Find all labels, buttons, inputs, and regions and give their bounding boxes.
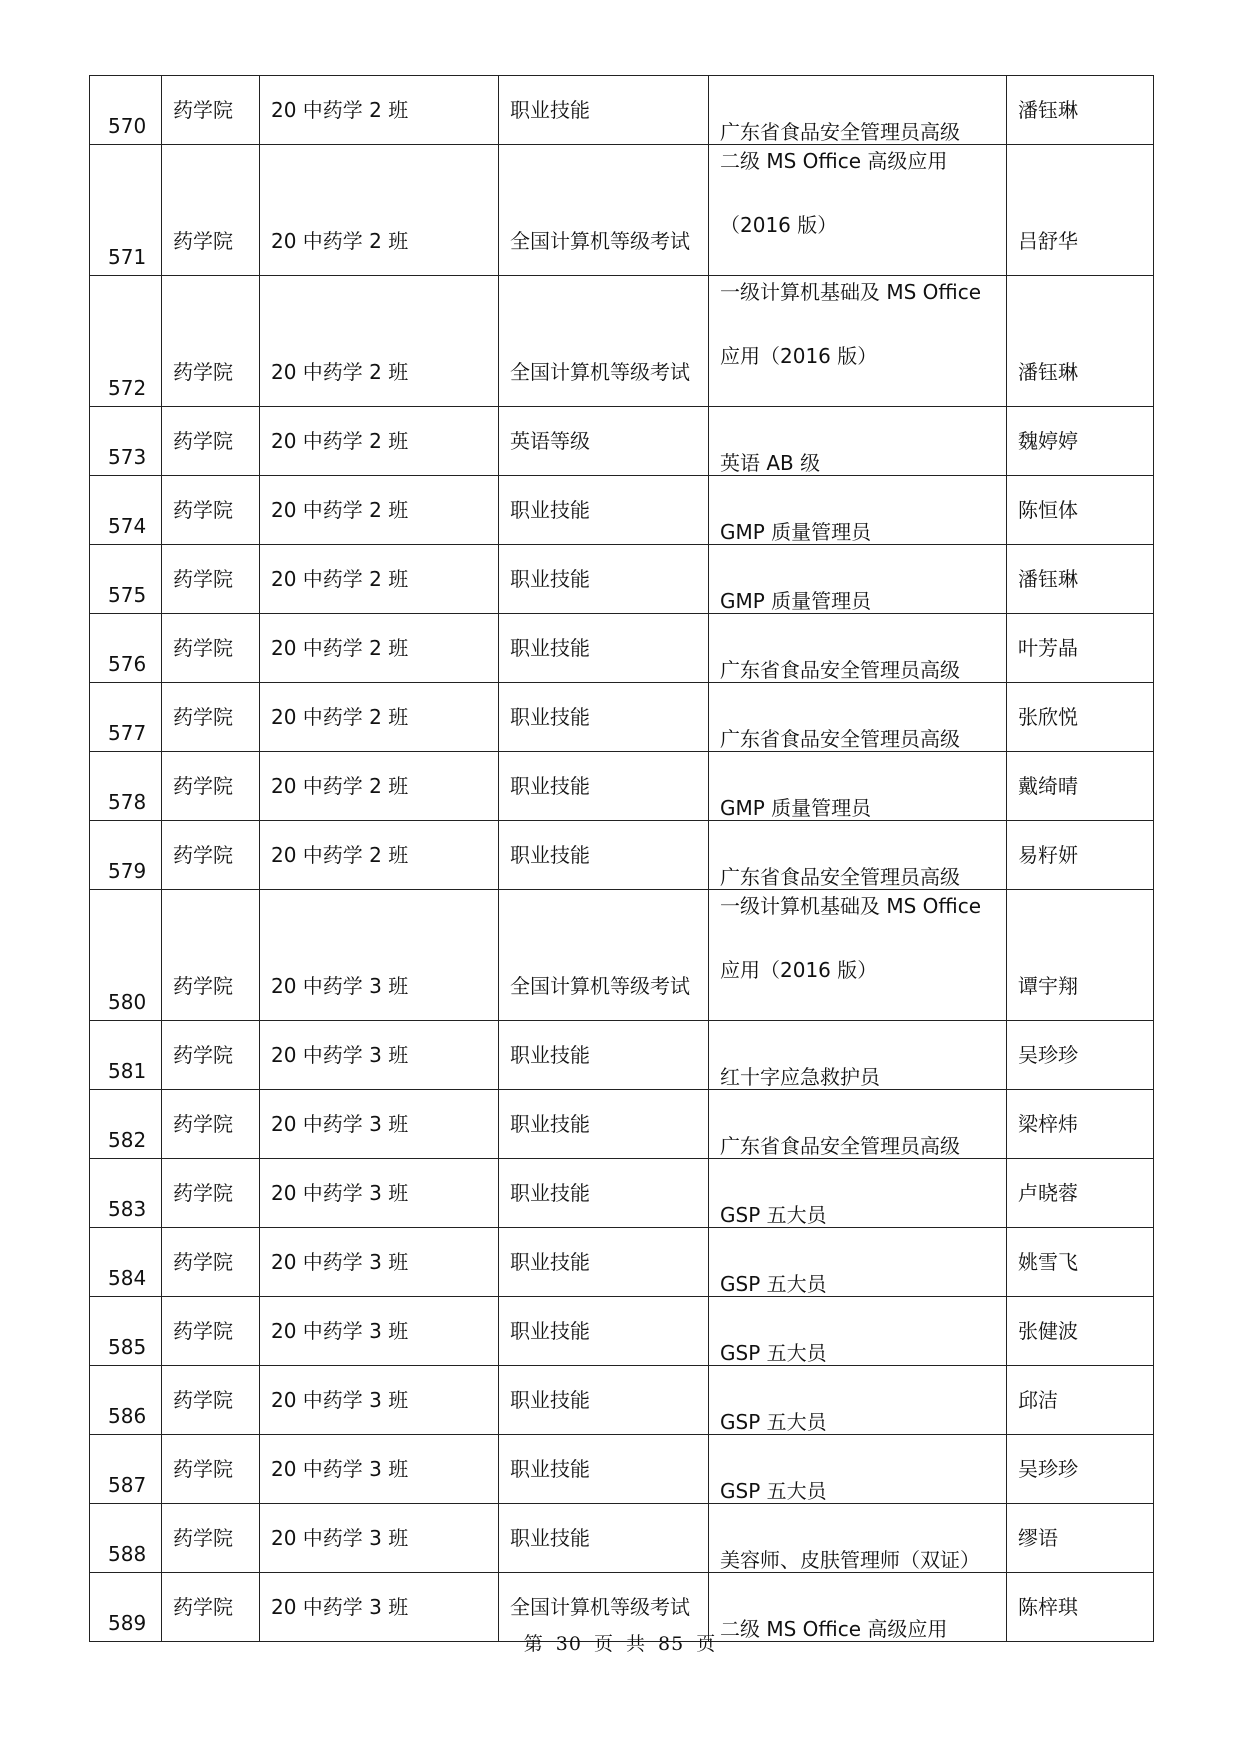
student-name-text: 张健波 xyxy=(1018,1319,1078,1343)
category-text: 职业技能 xyxy=(510,1043,590,1067)
certificate-text xyxy=(720,752,1006,820)
certificate-cell xyxy=(709,1366,1007,1435)
student-name-text: 陈梓琪 xyxy=(1018,1595,1078,1619)
class-text: 20 中药学 3 班 xyxy=(271,1388,409,1412)
certificate-line: GSP 五大员 xyxy=(720,1479,827,1503)
college-cell xyxy=(162,476,260,545)
table-row xyxy=(90,1090,1154,1159)
table-body xyxy=(90,76,1154,1642)
row-number-cell: 578 xyxy=(90,752,162,821)
certificate-cell xyxy=(709,1021,1007,1090)
row-number-cell: 583 xyxy=(90,1159,162,1228)
table-row xyxy=(90,1366,1154,1435)
certificate-line: 红十字应急救护员 xyxy=(720,1065,880,1089)
certificate-text xyxy=(720,407,1006,475)
table-row xyxy=(90,276,1154,407)
name-cell xyxy=(1007,752,1154,821)
certificate-line: GMP 质量管理员 xyxy=(720,520,872,544)
certificate-text xyxy=(720,1228,1006,1296)
table-row xyxy=(90,476,1154,545)
name-cell xyxy=(1007,545,1154,614)
student-name-text: 潘钰琳 xyxy=(1018,360,1078,384)
category-text: 英语等级 xyxy=(510,429,590,453)
category-cell xyxy=(499,890,709,1021)
certificate-cell xyxy=(709,76,1007,145)
certificate-line: 广东省食品安全管理员高级 xyxy=(720,120,960,144)
name-cell xyxy=(1007,76,1154,145)
class-text: 20 中药学 3 班 xyxy=(271,1319,409,1343)
certificate-line: 广东省食品安全管理员高级 xyxy=(720,727,960,751)
class-cell xyxy=(260,683,499,752)
name-cell xyxy=(1007,1366,1154,1435)
row-number-cell: 574 xyxy=(90,476,162,545)
student-name-text: 吴珍珍 xyxy=(1018,1043,1078,1067)
category-cell xyxy=(499,1366,709,1435)
name-cell xyxy=(1007,1021,1154,1090)
name-cell xyxy=(1007,683,1154,752)
certificate-text xyxy=(720,1090,1006,1158)
table-row xyxy=(90,1021,1154,1090)
certificate-text xyxy=(720,1297,1006,1365)
certificate-line: GSP 五大员 xyxy=(720,1203,827,1227)
student-name-text: 姚雪飞 xyxy=(1018,1250,1078,1274)
class-text: 20 中药学 3 班 xyxy=(271,1112,409,1136)
certificate-text xyxy=(720,476,1006,544)
category-cell xyxy=(499,1090,709,1159)
college-text: 药学院 xyxy=(173,636,233,660)
category-text: 职业技能 xyxy=(510,636,590,660)
certificate-cell xyxy=(709,276,1007,407)
category-text: 全国计算机等级考试 xyxy=(510,360,690,384)
class-text: 20 中药学 3 班 xyxy=(271,1250,409,1274)
certificate-line: 一级计算机基础及 MS Office xyxy=(720,280,982,304)
certificate-line: 应用（2016 版） xyxy=(720,958,878,982)
college-text: 药学院 xyxy=(173,1388,233,1412)
college-text: 药学院 xyxy=(173,1181,233,1205)
certificate-line: 一级计算机基础及 MS Office xyxy=(720,894,982,918)
class-cell xyxy=(260,276,499,407)
college-text: 药学院 xyxy=(173,429,233,453)
student-name-text: 吕舒华 xyxy=(1018,229,1078,253)
class-cell xyxy=(260,1366,499,1435)
certificate-cell xyxy=(709,683,1007,752)
table-row xyxy=(90,614,1154,683)
category-text: 职业技能 xyxy=(510,1457,590,1481)
class-text: 20 中药学 2 班 xyxy=(271,98,409,122)
name-cell xyxy=(1007,276,1154,407)
category-cell xyxy=(499,76,709,145)
certificate-cell xyxy=(709,545,1007,614)
certificate-text xyxy=(720,545,1006,613)
class-text: 20 中药学 2 班 xyxy=(271,774,409,798)
class-cell xyxy=(260,1504,499,1573)
certificate-line: GMP 质量管理员 xyxy=(720,796,872,820)
table-row xyxy=(90,76,1154,145)
row-number-cell: 570 xyxy=(90,76,162,145)
class-text: 20 中药学 3 班 xyxy=(271,1595,409,1619)
college-text: 药学院 xyxy=(173,1250,233,1274)
college-cell xyxy=(162,76,260,145)
college-cell xyxy=(162,545,260,614)
category-text: 职业技能 xyxy=(510,98,590,122)
certificate-text xyxy=(720,276,1006,369)
row-number-cell: 588 xyxy=(90,1504,162,1573)
certificate-line: 应用（2016 版） xyxy=(720,344,878,368)
certificate-table xyxy=(89,75,1154,1642)
certificate-line: 二级 MS Office 高级应用 xyxy=(720,149,948,173)
class-text: 20 中药学 3 班 xyxy=(271,974,409,998)
college-text: 药学院 xyxy=(173,1043,233,1067)
class-cell xyxy=(260,821,499,890)
student-name-text: 戴绮晴 xyxy=(1018,774,1078,798)
row-number-cell: 580 xyxy=(90,890,162,1021)
row-number-cell: 581 xyxy=(90,1021,162,1090)
category-cell xyxy=(499,683,709,752)
college-text: 药学院 xyxy=(173,498,233,522)
college-text: 药学院 xyxy=(173,1319,233,1343)
category-cell xyxy=(499,545,709,614)
row-number-cell: 584 xyxy=(90,1228,162,1297)
college-text: 药学院 xyxy=(173,360,233,384)
certificate-line: GSP 五大员 xyxy=(720,1341,827,1365)
student-name-text: 叶芳晶 xyxy=(1018,636,1078,660)
class-text: 20 中药学 3 班 xyxy=(271,1457,409,1481)
table-row xyxy=(90,145,1154,276)
college-text: 药学院 xyxy=(173,1595,233,1619)
student-name-text: 陈恒体 xyxy=(1018,498,1078,522)
category-text: 职业技能 xyxy=(510,843,590,867)
class-cell xyxy=(260,545,499,614)
name-cell xyxy=(1007,145,1154,276)
certificate-text xyxy=(720,1159,1006,1227)
class-text: 20 中药学 2 班 xyxy=(271,843,409,867)
category-cell xyxy=(499,407,709,476)
certificate-text xyxy=(720,614,1006,682)
certificate-text xyxy=(720,890,1006,983)
student-name-text: 谭宇翔 xyxy=(1018,974,1078,998)
student-name-text: 张欣悦 xyxy=(1018,705,1078,729)
college-cell xyxy=(162,1435,260,1504)
class-cell xyxy=(260,1021,499,1090)
college-text: 药学院 xyxy=(173,974,233,998)
row-number-cell: 576 xyxy=(90,614,162,683)
certificate-cell xyxy=(709,1435,1007,1504)
class-text: 20 中药学 2 班 xyxy=(271,567,409,591)
table-row xyxy=(90,1297,1154,1366)
certificate-cell xyxy=(709,1159,1007,1228)
certificate-text xyxy=(720,1021,1006,1089)
certificate-cell xyxy=(709,407,1007,476)
class-text: 20 中药学 2 班 xyxy=(271,360,409,384)
college-cell xyxy=(162,1297,260,1366)
certificate-cell xyxy=(709,476,1007,545)
row-number-cell: 577 xyxy=(90,683,162,752)
row-number-cell: 575 xyxy=(90,545,162,614)
certificate-cell xyxy=(709,1297,1007,1366)
certificate-cell xyxy=(709,821,1007,890)
row-number-cell: 585 xyxy=(90,1297,162,1366)
category-cell xyxy=(499,614,709,683)
row-number-cell: 571 xyxy=(90,145,162,276)
certificate-line: 广东省食品安全管理员高级 xyxy=(720,1134,960,1158)
college-cell xyxy=(162,1159,260,1228)
certificate-cell xyxy=(709,890,1007,1021)
name-cell xyxy=(1007,1090,1154,1159)
class-cell xyxy=(260,76,499,145)
category-cell xyxy=(499,1297,709,1366)
category-cell xyxy=(499,1228,709,1297)
certificate-line: （2016 版） xyxy=(720,213,838,237)
college-cell xyxy=(162,1504,260,1573)
college-cell xyxy=(162,1366,260,1435)
category-text: 职业技能 xyxy=(510,774,590,798)
certificate-cell xyxy=(709,145,1007,276)
category-cell xyxy=(499,1021,709,1090)
category-text: 职业技能 xyxy=(510,1388,590,1412)
class-text: 20 中药学 2 班 xyxy=(271,705,409,729)
student-name-text: 缪语 xyxy=(1018,1526,1058,1550)
class-cell xyxy=(260,614,499,683)
college-text: 药学院 xyxy=(173,843,233,867)
certificate-line: GMP 质量管理员 xyxy=(720,589,872,613)
category-text: 职业技能 xyxy=(510,567,590,591)
category-cell xyxy=(499,1159,709,1228)
category-cell xyxy=(499,476,709,545)
college-cell xyxy=(162,614,260,683)
student-name-text: 梁梓炜 xyxy=(1018,1112,1078,1136)
category-text: 职业技能 xyxy=(510,705,590,729)
table-row xyxy=(90,683,1154,752)
college-cell xyxy=(162,683,260,752)
college-cell xyxy=(162,1021,260,1090)
category-text: 全国计算机等级考试 xyxy=(510,229,690,253)
college-text: 药学院 xyxy=(173,98,233,122)
category-cell xyxy=(499,1435,709,1504)
certificate-text xyxy=(720,1366,1006,1434)
class-cell xyxy=(260,407,499,476)
category-text: 全国计算机等级考试 xyxy=(510,974,690,998)
college-text: 药学院 xyxy=(173,1112,233,1136)
college-text: 药学院 xyxy=(173,1457,233,1481)
college-text: 药学院 xyxy=(173,774,233,798)
student-name-text: 潘钰琳 xyxy=(1018,567,1078,591)
name-cell xyxy=(1007,614,1154,683)
certificate-line: 英语 AB 级 xyxy=(720,451,821,475)
name-cell xyxy=(1007,890,1154,1021)
footer-current-page: 30 xyxy=(555,1633,582,1655)
college-cell xyxy=(162,1228,260,1297)
footer-word-ye-2: 页 xyxy=(696,1633,717,1655)
class-text: 20 中药学 2 班 xyxy=(271,636,409,660)
certificate-text xyxy=(720,145,1006,238)
category-text: 职业技能 xyxy=(510,1250,590,1274)
certificate-line: 美容师、皮肤管理师（双证） xyxy=(720,1548,980,1572)
class-cell xyxy=(260,145,499,276)
footer-total-pages: 85 xyxy=(658,1633,685,1655)
class-text: 20 中药学 2 班 xyxy=(271,498,409,522)
certificate-line: GSP 五大员 xyxy=(720,1272,827,1296)
college-cell xyxy=(162,821,260,890)
student-name-text: 吴珍珍 xyxy=(1018,1457,1078,1481)
category-text: 职业技能 xyxy=(510,1181,590,1205)
name-cell xyxy=(1007,476,1154,545)
college-cell xyxy=(162,890,260,1021)
certificate-line: 二级 MS Office 高级应用 xyxy=(720,1617,948,1641)
name-cell xyxy=(1007,821,1154,890)
category-cell xyxy=(499,145,709,276)
table-row xyxy=(90,545,1154,614)
name-cell xyxy=(1007,407,1154,476)
certificate-line: GSP 五大员 xyxy=(720,1410,827,1434)
college-cell xyxy=(162,752,260,821)
footer-word-gong: 共 xyxy=(626,1633,647,1655)
name-cell xyxy=(1007,1228,1154,1297)
class-cell xyxy=(260,1297,499,1366)
college-cell xyxy=(162,145,260,276)
certificate-text xyxy=(720,1504,1006,1572)
student-name-text: 潘钰琳 xyxy=(1018,98,1078,122)
college-cell xyxy=(162,276,260,407)
college-text: 药学院 xyxy=(173,567,233,591)
certificate-cell xyxy=(709,1228,1007,1297)
name-cell xyxy=(1007,1159,1154,1228)
category-text: 职业技能 xyxy=(510,498,590,522)
row-number-cell: 589 xyxy=(90,1573,162,1642)
category-text: 全国计算机等级考试 xyxy=(510,1595,690,1619)
footer-word-di: 第 xyxy=(523,1633,544,1655)
table-row xyxy=(90,1228,1154,1297)
certificate-text xyxy=(720,821,1006,889)
class-cell xyxy=(260,476,499,545)
college-text: 药学院 xyxy=(173,1526,233,1550)
certificate-text xyxy=(720,76,1006,144)
class-text: 20 中药学 2 班 xyxy=(271,429,409,453)
row-number-cell: 573 xyxy=(90,407,162,476)
name-cell xyxy=(1007,1297,1154,1366)
category-cell xyxy=(499,752,709,821)
class-text: 20 中药学 3 班 xyxy=(271,1181,409,1205)
table-row xyxy=(90,1504,1154,1573)
footer-word-ye: 页 xyxy=(593,1633,614,1655)
class-text: 20 中药学 3 班 xyxy=(271,1043,409,1067)
category-cell xyxy=(499,276,709,407)
category-text: 职业技能 xyxy=(510,1526,590,1550)
student-name-text: 魏婷婷 xyxy=(1018,429,1078,453)
row-number-cell: 572 xyxy=(90,276,162,407)
table-row xyxy=(90,752,1154,821)
college-text: 药学院 xyxy=(173,705,233,729)
row-number-cell: 586 xyxy=(90,1366,162,1435)
category-cell xyxy=(499,1504,709,1573)
class-text: 20 中药学 2 班 xyxy=(271,229,409,253)
name-cell xyxy=(1007,1435,1154,1504)
category-text: 职业技能 xyxy=(510,1112,590,1136)
category-text: 职业技能 xyxy=(510,1319,590,1343)
row-number-cell: 579 xyxy=(90,821,162,890)
table-row xyxy=(90,407,1154,476)
certificate-cell xyxy=(709,614,1007,683)
certificate-text xyxy=(720,1435,1006,1503)
student-name-text: 卢晓蓉 xyxy=(1018,1181,1078,1205)
certificate-text xyxy=(720,683,1006,751)
certificate-line: 广东省食品安全管理员高级 xyxy=(720,865,960,889)
row-number-cell: 582 xyxy=(90,1090,162,1159)
class-cell xyxy=(260,1090,499,1159)
row-number-cell: 587 xyxy=(90,1435,162,1504)
certificate-line: 广东省食品安全管理员高级 xyxy=(720,658,960,682)
name-cell xyxy=(1007,1504,1154,1573)
college-cell xyxy=(162,407,260,476)
class-text: 20 中药学 3 班 xyxy=(271,1526,409,1550)
college-cell xyxy=(162,1090,260,1159)
table-row xyxy=(90,1159,1154,1228)
category-cell xyxy=(499,821,709,890)
page-footer xyxy=(0,1629,1240,1656)
table-row xyxy=(90,890,1154,1021)
college-text: 药学院 xyxy=(173,229,233,253)
class-cell xyxy=(260,1435,499,1504)
certificate-cell xyxy=(709,1504,1007,1573)
class-cell xyxy=(260,1159,499,1228)
table-row xyxy=(90,821,1154,890)
student-name-text: 邱洁 xyxy=(1018,1388,1058,1412)
certificate-cell xyxy=(709,752,1007,821)
class-cell xyxy=(260,752,499,821)
class-cell xyxy=(260,1228,499,1297)
table-row xyxy=(90,1435,1154,1504)
certificate-cell xyxy=(709,1090,1007,1159)
student-name-text: 易籽妍 xyxy=(1018,843,1078,867)
class-cell xyxy=(260,890,499,1021)
